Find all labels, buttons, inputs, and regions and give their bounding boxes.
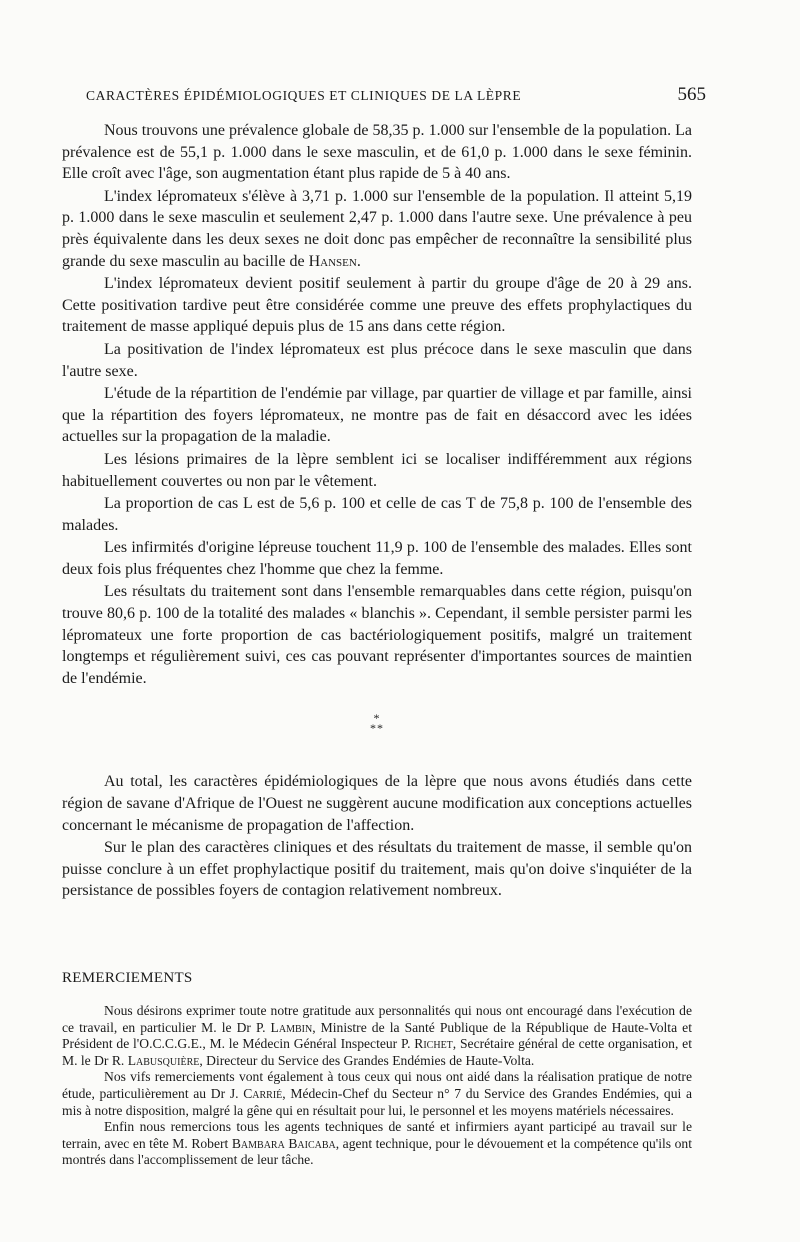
acknowledgment-paragraph (62, 1069, 692, 1119)
ack-text: Nos vifs remerciements vont également à tous ceux qui nous ont aidé dans la réalisation pratique de notre étude, particulièrement au Dr J. (62, 1069, 692, 1101)
paragraph-lepromatous-index (62, 186, 692, 272)
person-name: Labusquière (127, 1052, 200, 1068)
paragraph-prevalence: Nous trouvons une prévalence globale de 58,35 p. 1.000 sur l'ensemble de la population. La prévalence est de 55,1 p. 1.000 dans le sexe masculin, et de 61,0 p. 1.000 dans le sexe féminin. Elle croît avec l'âge, son augmentation étant plus rapide de 5 à 40 ans. (62, 122, 692, 183)
paragraph-proportion: La proportion de cas L est de 5,6 p. 100 et celle de cas T de 75,8 p. 100 de l'ensemble des malades. (62, 495, 692, 534)
paragraph-infirmities: Les infirmités d'origine lépreuse touchent 11,9 p. 100 de l'ensemble des malades. Elles sont deux fois plus fréquentes chez l'homme que chez la femme. (62, 539, 692, 578)
paragraph-text: L'index lépromateux s'élève à 3,71 p. 1.000 sur l'ensemble de la population. Il atteint 5,19 p. 1.000 dans le sexe masculin et seulement 2,47 p. 1.000 dans l'autre sexe. Une prévalence à peu près équivalente dans les deux sexes ne doit donc pas empêcher de reconnaître la sensibilité plus grande du sexe masculin au bacille de (62, 187, 692, 270)
paragraph-results: Les résultats du traitement sont dans l'ensemble remarquables dans cette région, puisqu'on trouve 80,6 p. 100 de la totalité des malades « blanchis ». Cependant, il semble persister parmi les lépromateux une forte proportion de cas bactériologiquement positifs, malgré un traitement longtemps et régulièrement suivi, ces cas pouvant représenter d'importantes sources de maintien de l'endémie. (62, 583, 692, 687)
ack-text: Nous désirons exprimer toute notre gratitude aux personnalités qui nous ont encouragé dans l'exécution de ce travail, en particulier M. le Dr P. (62, 1003, 692, 1035)
page-number: 565 (677, 84, 706, 105)
running-head (86, 84, 706, 108)
body-text (62, 120, 692, 903)
ack-text: , Directeur du Service des Grandes Endémies de Haute-Volta. (199, 1052, 535, 1068)
acknowledgment-paragraph (62, 1003, 692, 1069)
paragraph-positivation-sex: La positivation de l'index lépromateux est plus précoce dans le sexe masculin que dans l'autre sexe. (62, 340, 692, 380)
person-name: Bambara Baicaba (231, 1135, 336, 1151)
person-name: Lambin (270, 1019, 313, 1035)
ack-text: , agent technique, pour le dévouement et la compétence qu'ils ont montrés dans l'accomplissement de leur tâche. (62, 1135, 692, 1168)
ack-text: , Médecin-Chef du Secteur n° 7 du Service des Grandes Endémies, qui a mis à notre disposition, malgré la gêne qui en résultait pour lui, le personnel et les moyens matériels nécessaires. (62, 1085, 692, 1118)
paragraph-text: . (356, 252, 361, 270)
paragraph-conclusion-clinical: Sur le plan des caractères cliniques et des résultats du traitement de masse, il semble qu'on puisse conclure à un effet prophylactique positif du traitement, mais qu'on doive s'inquiéter de la persistance de possibles foyers de contagion relativement nombreux. (62, 839, 692, 900)
paragraph-distribution: L'étude de la répartition de l'endémie par village, par quartier de village et par famille, ainsi que la répartition des foyers lépromateux, ne montre pas de fait en désaccord avec les idées actuelles sur la propagation de la maladie. (62, 385, 692, 446)
paragraph-conclusion-epidemiology: Au total, les caractères épidémiologiques de la lèpre que nous avons étudiés dans cette région de savane d'Afrique de l'Ouest ne suggèrent aucune modification aux conceptions actuelles concernant le mécanisme de propagation de l'affection. (62, 773, 692, 834)
asterism-top: * (373, 711, 381, 726)
running-title: CARACTÈRES ÉPIDÉMIOLOGIQUES ET CLINIQUES DE LA LÈPRE (86, 88, 522, 103)
acknowledgment-paragraph (62, 1119, 692, 1169)
asterism-separator (62, 711, 692, 736)
paragraph-positivation: L'index lépromateux devient positif seulement à partir du groupe d'âge de 20 à 29 ans. Cette positivation tardive peut être considérée comme une preuve des effets prophylactiques du traitement de masse appliqué depuis plus de 15 ans dans cette région. (62, 275, 692, 336)
asterism-bottom: ** (370, 721, 384, 736)
person-name: Richet (414, 1036, 453, 1052)
paragraph-lesions: Les lésions primaires de la lèpre semblent ici se localiser indifféremment aux régions habituellement couvertes ou non par le vêtement. (62, 450, 692, 490)
ack-text: , Secrétaire général de cette organisation, et M. le Dr R. (62, 1036, 692, 1068)
ack-text: , Ministre de la Santé Publique de la République de Haute-Volta et Président de l'O.C.C.G.E., M. le Médecin Général Inspecteur P. (62, 1019, 692, 1052)
acknowledgments-text (62, 1003, 692, 1169)
ack-text: Enfin nous remercions tous les agents techniques de santé et infirmiers ayant participé au travail sur le terrain, avec en tête M. Robert (62, 1119, 692, 1151)
section-title-acknowledgments: REMERCIEMENTS (62, 970, 193, 986)
person-name: Carrié (243, 1085, 283, 1101)
author-name-hansen: Hansen (308, 252, 357, 270)
